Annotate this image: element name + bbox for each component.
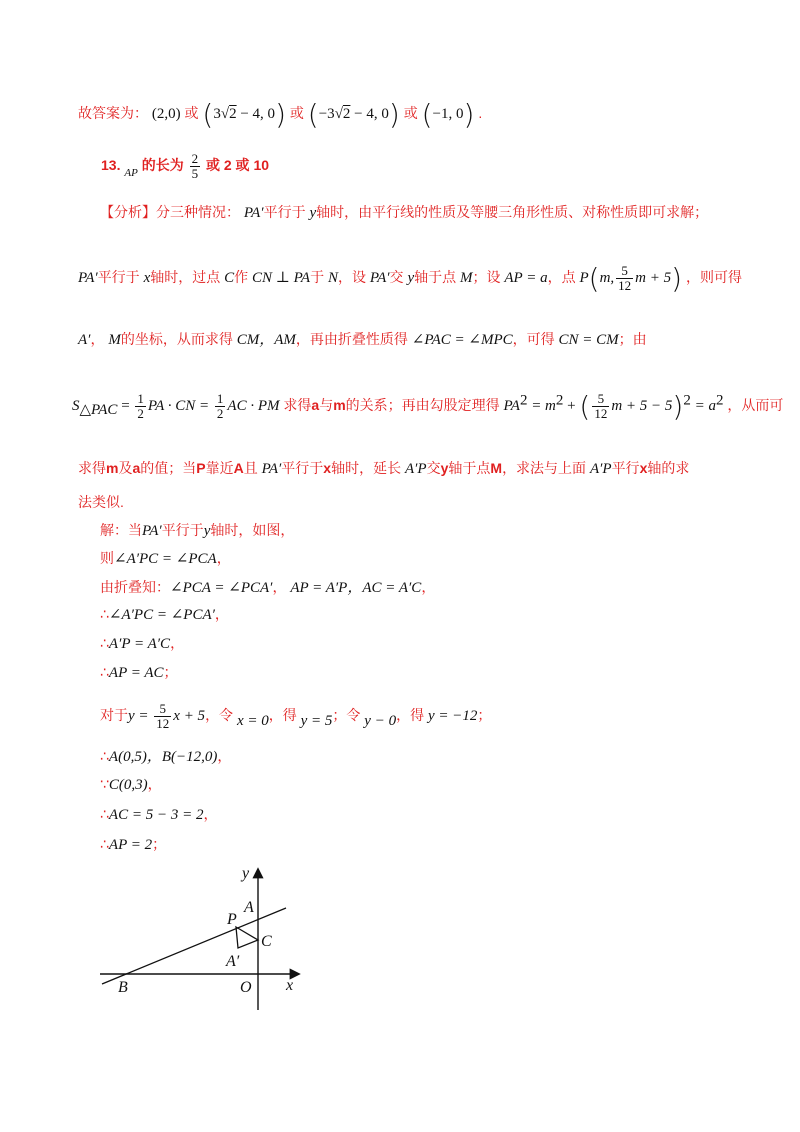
analysis-line-6: 法类似. bbox=[78, 494, 124, 510]
math-var: m bbox=[333, 397, 346, 414]
label-p: P bbox=[227, 911, 237, 928]
answer-value-3c: − 4, 0 bbox=[350, 106, 389, 123]
analysis-line-3 bbox=[78, 328, 647, 349]
coordinate-figure bbox=[90, 860, 320, 1020]
solution-text: ； bbox=[152, 836, 167, 852]
analysis-text: ，点 bbox=[547, 269, 576, 286]
analysis-text: 轴时，由平行线的性质及等腰三角形性质、对称性质即可求解； bbox=[316, 204, 709, 220]
solution-text: ，得 bbox=[268, 707, 297, 724]
question-number: 13. bbox=[101, 157, 121, 174]
math-expr: ∠PAC = ∠MPC bbox=[411, 332, 513, 348]
analysis-text: ，求法与上面 bbox=[502, 460, 587, 476]
analysis-text: 求得 bbox=[78, 460, 106, 476]
frac-den: 12 bbox=[594, 406, 608, 421]
math-expr: AP = A′P，AC = A′C bbox=[290, 580, 422, 596]
analysis-text: 轴的求 bbox=[647, 460, 690, 476]
analysis-text: ，可得 bbox=[512, 331, 555, 347]
math-expr: = a bbox=[690, 398, 716, 415]
math-expr: AP = AC bbox=[108, 665, 164, 681]
solution-text: ， bbox=[214, 606, 229, 622]
math-expr: A′P bbox=[589, 461, 612, 477]
solution-line-11 bbox=[100, 834, 166, 854]
math-expr: m, bbox=[599, 270, 615, 287]
analysis-text: 且 bbox=[243, 460, 258, 476]
solution-text: ， bbox=[216, 550, 231, 566]
math-var: C bbox=[224, 270, 235, 287]
analysis-text: 及 bbox=[118, 460, 133, 476]
analysis-text: 轴时，延长 bbox=[331, 460, 402, 476]
solution-text: 平行于 bbox=[161, 522, 204, 538]
analysis-text: 轴时，过点 bbox=[150, 269, 221, 286]
answer-value-2b: 2 bbox=[229, 106, 237, 123]
math-sup: 2 bbox=[555, 392, 564, 409]
triangle-pca bbox=[236, 927, 258, 948]
answer-end: . bbox=[478, 105, 483, 122]
math-var: a bbox=[311, 397, 320, 414]
because-symbol: ∵ bbox=[100, 776, 109, 792]
label-x: x bbox=[286, 977, 294, 994]
analysis-text: ；由 bbox=[618, 331, 647, 347]
analysis-text: ，则可得 bbox=[685, 269, 742, 286]
solution-text: 解：当 bbox=[100, 522, 142, 538]
math-sub: △PAC bbox=[79, 402, 118, 418]
solution-line-6 bbox=[100, 662, 178, 682]
math-expr: x = 0 bbox=[236, 713, 269, 730]
analysis-text: ，设 bbox=[337, 269, 366, 286]
math-expr: m + 5 − 5 bbox=[611, 398, 673, 415]
analysis-text: 交 bbox=[389, 269, 404, 286]
analysis-text: 作 bbox=[234, 269, 249, 286]
math-var: y bbox=[407, 270, 415, 287]
solution-line-3 bbox=[100, 576, 435, 597]
math-expr: y − 0 bbox=[364, 713, 397, 730]
question-text-2: 或 2 或 10 bbox=[205, 157, 270, 174]
math-expr: CN ⊥ PA bbox=[252, 270, 311, 287]
analysis-line-2: PA′平行于 x轴时，过点 C作 CN ⊥ PA于 N，设 PA′交 y轴于点 M；设 AP = a，点 P(m, $\frac{5}{12}$ m + 5) ，则可得 bbox=[78, 262, 742, 295]
therefore-symbol: ∴ bbox=[100, 664, 109, 680]
question-subject: AP bbox=[124, 167, 138, 180]
analysis-text: 的关系；再由勾股定理得 bbox=[345, 397, 500, 414]
math-expr: ∠PCA = ∠PCA′ bbox=[170, 580, 273, 596]
answer-value-4: −1, 0 bbox=[432, 106, 464, 123]
answer-value-2a: 3 bbox=[213, 106, 221, 123]
solution-text: ， bbox=[170, 635, 185, 651]
analysis-line-4: $S_{\triangle PAC}$ = $\frac{1}{2}$ PA · CN = $\frac{1}{2}$ AC · PM 求得a与m的关系；再由勾股定理得 $PA^2 = m^2$ + ( $\frac{5}{12}$ $m + 5 - 5)^2 = a^2$ ，从而可 bbox=[72, 390, 784, 423]
solution-text: ；令 bbox=[332, 707, 361, 724]
analysis-text: ；设 bbox=[472, 269, 501, 286]
question-text-1: 的长为 bbox=[141, 157, 184, 174]
label-a: A bbox=[244, 899, 254, 916]
answer-sep-1: 或 bbox=[184, 105, 199, 122]
solution-text: ，得 bbox=[396, 707, 425, 724]
math-expr: x + 5 bbox=[173, 708, 206, 725]
math-expr: PA′ bbox=[261, 461, 282, 477]
frac-den: 12 bbox=[156, 716, 170, 731]
math-expr: = m bbox=[527, 398, 556, 415]
math-var: P bbox=[196, 460, 206, 476]
frac-num: 1 bbox=[216, 391, 224, 406]
math-var: PA bbox=[503, 398, 520, 415]
math-expr: A′P = A′C bbox=[108, 636, 171, 652]
math-sup: 2 bbox=[683, 392, 691, 409]
math-var: A′ bbox=[78, 332, 91, 348]
math-var: S bbox=[72, 398, 80, 415]
analysis-text: ，再由折叠性质得 bbox=[295, 331, 408, 347]
solution-text: ； bbox=[477, 707, 492, 724]
math-var: M bbox=[108, 332, 121, 348]
math-expr: C(0,3) bbox=[108, 777, 148, 793]
answer-value-1: (2,0) bbox=[151, 106, 181, 123]
analysis-text: 平行 bbox=[611, 460, 640, 476]
math-var: y bbox=[203, 523, 211, 539]
solution-line-8 bbox=[100, 745, 231, 766]
solution-text: 由折叠知： bbox=[100, 579, 170, 595]
analysis-text: 交 bbox=[426, 460, 441, 476]
analysis-text: 轴于点 bbox=[448, 460, 491, 476]
math-var: M bbox=[460, 270, 473, 287]
answer-value-3b: 2 bbox=[342, 106, 351, 123]
solution-text: 则 bbox=[100, 550, 114, 566]
analysis-text: 平行于 bbox=[263, 204, 306, 220]
frac-num: 5 bbox=[616, 264, 633, 279]
analysis-line-1 bbox=[100, 202, 708, 222]
solution-line-10 bbox=[100, 804, 217, 824]
math-sup: 2 bbox=[715, 392, 724, 409]
math-expr: y = 5 bbox=[300, 713, 333, 730]
math-expr: CM，AM bbox=[236, 332, 296, 348]
analysis-text: 求得 bbox=[283, 397, 312, 414]
math-expr: y = −12 bbox=[427, 708, 478, 725]
analysis-line-5 bbox=[78, 458, 689, 478]
answer-value-3a: −3 bbox=[318, 106, 335, 123]
therefore-symbol: ∴ bbox=[100, 836, 109, 852]
math-var: N bbox=[327, 270, 338, 287]
frac-den: 12 bbox=[618, 278, 632, 293]
answer-value-2c: − 4, 0 bbox=[236, 106, 276, 123]
math-var: a bbox=[132, 460, 141, 476]
math-var: x bbox=[323, 460, 332, 476]
math-var: y bbox=[309, 205, 317, 221]
answer-prefix: 故答案为： bbox=[78, 105, 148, 122]
math-var: y bbox=[440, 460, 449, 476]
therefore-symbol: ∴ bbox=[100, 635, 109, 651]
label-c: C bbox=[261, 933, 272, 950]
frac-num: 5 bbox=[592, 392, 609, 407]
math-expr: PA′ bbox=[142, 523, 162, 539]
math-expr: m + 5 bbox=[635, 270, 672, 287]
math-expr: y = bbox=[128, 708, 153, 725]
math-expr: AC · PM bbox=[227, 398, 280, 415]
solution-text: ， bbox=[203, 806, 218, 822]
analysis-text: ， bbox=[90, 331, 105, 347]
math-var: A bbox=[233, 460, 244, 476]
math-var: x bbox=[143, 270, 151, 287]
frac-num: 5 bbox=[154, 702, 171, 717]
math-expr: CN = CM bbox=[558, 332, 619, 348]
answer-line: 故答案为： (2,0) 或 (3√2 − 4, 0) 或 (−3√2 − 4, 0) 或 (−1, 0) . bbox=[78, 98, 483, 131]
solution-text: ； bbox=[163, 664, 178, 680]
solution-line-2 bbox=[100, 548, 231, 568]
solution-line-5 bbox=[100, 633, 184, 653]
question-frac-den: 5 bbox=[191, 166, 199, 181]
math-expr: AC = 5 − 3 = 2 bbox=[108, 807, 204, 823]
solution-line-9 bbox=[100, 774, 162, 794]
analysis-text: 平行于 bbox=[281, 460, 324, 476]
solution-text: 轴时，如图， bbox=[210, 522, 295, 538]
solution-text: ， bbox=[272, 579, 287, 595]
analysis-text: ，从而可 bbox=[727, 397, 784, 414]
math-expr: A′P bbox=[404, 461, 427, 477]
analysis-tag: 【分析】 bbox=[100, 204, 156, 220]
solution-text: ， bbox=[147, 776, 162, 792]
answer-sep-2: 或 bbox=[289, 105, 304, 122]
math-expr: PA · CN = bbox=[147, 398, 213, 415]
math-sup: 2 bbox=[519, 392, 528, 409]
solution-line-7 bbox=[100, 702, 491, 731]
analysis-text: 分三种情况： bbox=[156, 204, 240, 220]
therefore-symbol: ∴ bbox=[100, 806, 109, 822]
therefore-symbol: ∴ bbox=[100, 748, 109, 764]
answer-sep-3: 或 bbox=[403, 105, 418, 122]
solution-text: 对于 bbox=[100, 707, 128, 724]
math-expr: ∠A′PC = ∠PCA′ bbox=[108, 607, 215, 623]
solution-line-4 bbox=[100, 604, 229, 624]
math-var: M bbox=[490, 460, 503, 476]
analysis-text: 的值；当 bbox=[140, 460, 197, 476]
analysis-text: 靠近 bbox=[205, 460, 234, 476]
math-expr: ∠A′PC = ∠PCA bbox=[114, 551, 217, 567]
label-o: O bbox=[240, 979, 252, 996]
math-expr: AP = 2 bbox=[108, 837, 153, 853]
question-13-answer bbox=[101, 152, 269, 181]
analysis-text: 平行于 bbox=[97, 269, 140, 286]
label-b: B bbox=[118, 979, 128, 996]
math-expr: A(0,5)，B(−12,0) bbox=[108, 749, 218, 765]
math-var: P bbox=[579, 270, 589, 287]
analysis-text: 于 bbox=[310, 269, 325, 286]
solution-text: ， bbox=[421, 579, 436, 595]
label-a-prime: A′ bbox=[226, 953, 240, 970]
solution-text: ， bbox=[217, 748, 232, 764]
math-op: + bbox=[563, 398, 580, 415]
solution-line-1 bbox=[100, 520, 294, 540]
frac-num: 1 bbox=[137, 391, 144, 406]
question-frac-num: 2 bbox=[191, 151, 199, 166]
frac-den: 2 bbox=[216, 406, 224, 421]
solution-text: ，令 bbox=[205, 707, 234, 724]
label-y: y bbox=[242, 865, 250, 882]
math-var: x bbox=[639, 460, 648, 476]
math-expr: AP = a bbox=[504, 270, 548, 287]
math-expr: PA′ bbox=[78, 270, 98, 287]
analysis-text: 的坐标，从而求得 bbox=[120, 331, 233, 347]
analysis-text: 轴于点 bbox=[414, 269, 457, 286]
math-op: = bbox=[117, 398, 134, 415]
therefore-symbol: ∴ bbox=[100, 606, 109, 622]
math-expr: PA′ bbox=[369, 270, 390, 287]
frac-den: 2 bbox=[137, 406, 144, 421]
analysis-text: 与 bbox=[319, 397, 334, 414]
math-expr: PA′ bbox=[243, 205, 264, 221]
math-var: m bbox=[106, 460, 119, 476]
